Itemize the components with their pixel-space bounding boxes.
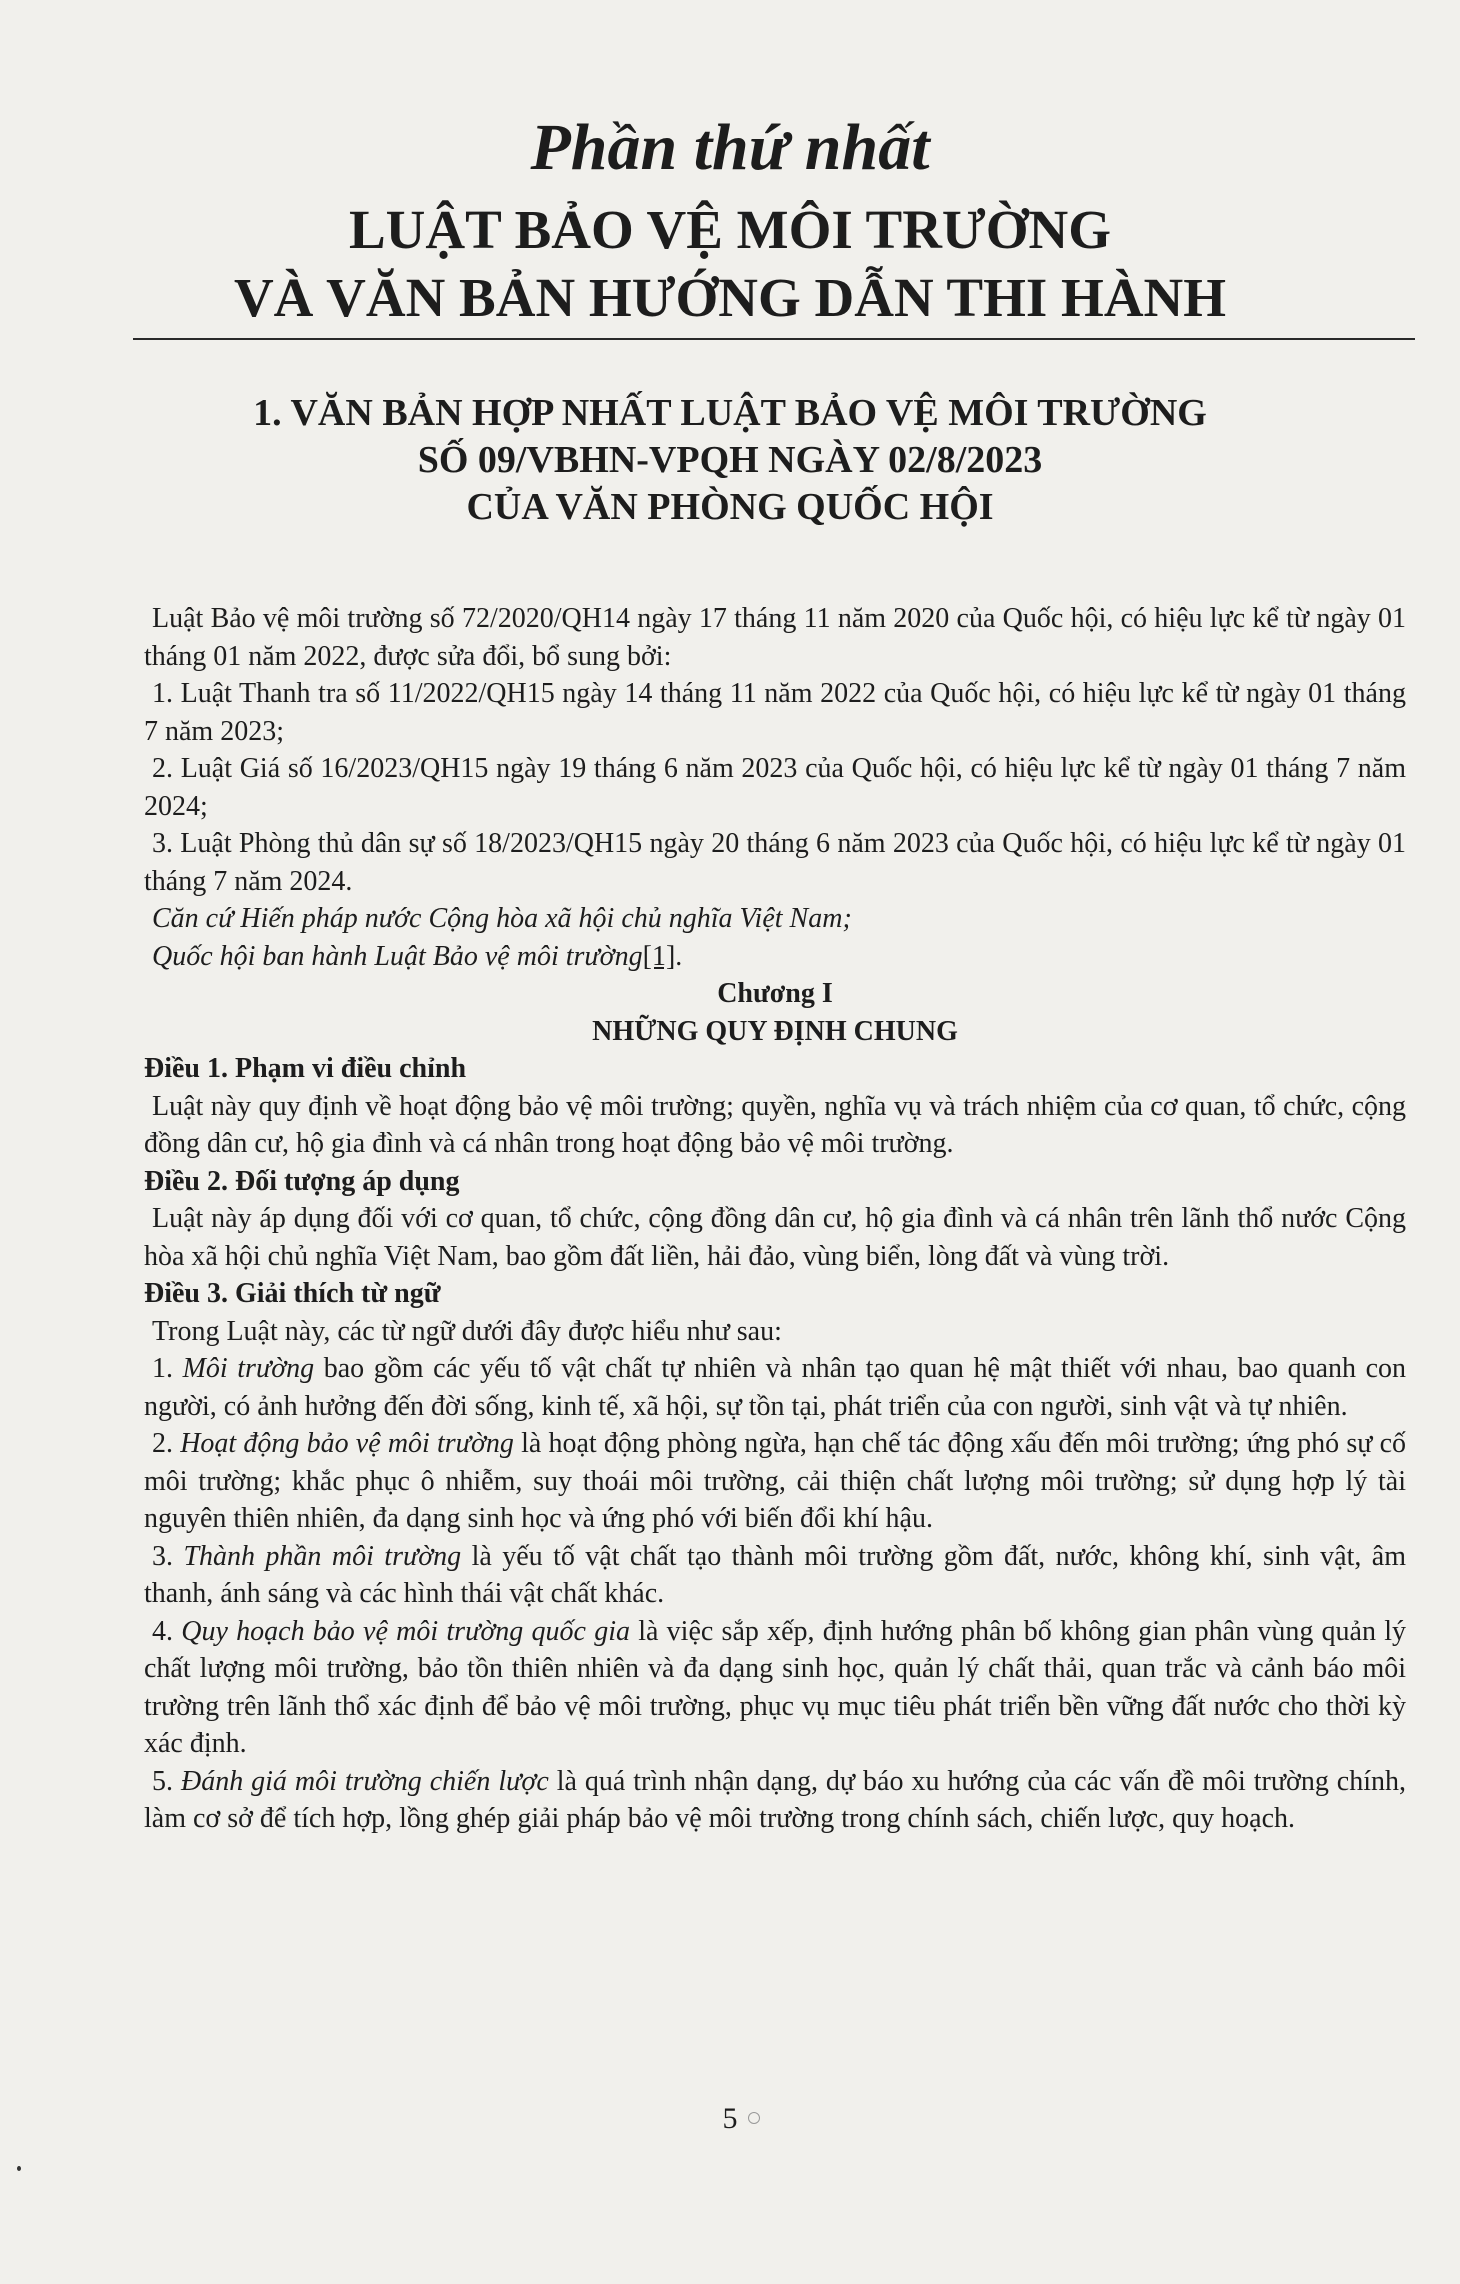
law-title-line-1: LUẬT BẢO VỆ MÔI TRƯỜNG (349, 199, 1111, 260)
definition-text: là yếu tố vật chất tạo thành môi trường gồm đất, nước, không khí, sinh vật, âm thanh, ánh sáng và các hình thái vật chất khác. (144, 1540, 1407, 1609)
law-title (0, 196, 1460, 332)
definition-text: là quá trình nhận dạng, dự báo xu hướng của các vấn đề môi trường chính, làm cơ sở để tích hợp, lồng ghép giải pháp bảo vệ môi trường trong chính sách, chiến lược, quy hoạch. (144, 1765, 1406, 1834)
definition-number: 3. (152, 1540, 184, 1572)
definition-item (144, 1425, 1406, 1538)
intro-paragraph: Luật Bảo vệ môi trường số 72/2020/QH14 ngày 17 tháng 11 năm 2020 của Quốc hội, có hiệu lực kể từ ngày 01 tháng 01 năm 2022, được sửa đổi, bổ sung bởi: (144, 603, 1406, 672)
amendment-item: 2. Luật Giá số 16/2023/QH15 ngày 19 tháng 6 năm 2023 của Quốc hội, có hiệu lực kể từ ngày 01 tháng 7 năm 2024; (144, 753, 1406, 822)
document-title-line-1: 1. VĂN BẢN HỢP NHẤT LUẬT BẢO VỆ MÔI TRƯỜNG (253, 392, 1207, 434)
chapter-name: NHỮNG QUY ĐỊNH CHUNG (592, 1015, 958, 1047)
definition-item (144, 1613, 1406, 1763)
article-text: Trong Luật này, các từ ngữ dưới đây được hiểu như sau: (152, 1315, 782, 1347)
definition-number: 1. (152, 1353, 183, 1384)
page-number: 5 (722, 2102, 738, 2135)
scan-speck (17, 2166, 21, 2171)
definition-text: là việc sắp xếp, định hướng phân bố không gian phân vùng quản lý chất lượng môi trường, bảo tồn thiên nhiên và đa dạng sinh học, quản lý chất thải, quan trắc và cảnh báo môi trường trên lãnh thổ xác định để bảo vệ môi trường, phục vụ mục tiêu phát triển bền vững đất nước cho thời kỳ xác định. (144, 1615, 1407, 1759)
article-heading: Điều 2. Đối tượng áp dụng (144, 1165, 460, 1197)
definition-number: 5. (152, 1765, 181, 1797)
chapter-label: Chương I (717, 978, 833, 1009)
definition-item (144, 1538, 1406, 1613)
amendment-item: 1. Luật Thanh tra số 11/2022/QH15 ngày 14 tháng 11 năm 2022 của Quốc hội, có hiệu lực kể từ ngày 01 tháng 7 năm 2023; (144, 678, 1406, 747)
article-text: Luật này áp dụng đối với cơ quan, tổ chức, cộng đồng dân cư, hộ gia đình và cá nhân trên lãnh thổ nước Cộng hòa xã hội chủ nghĩa Việt Nam, bao gồm đất liền, hải đảo, vùng biển, lòng đất và vùng trời. (144, 1203, 1406, 1272)
article-heading: Điều 1. Phạm vi điều chỉnh (144, 1053, 467, 1084)
enactment-line (144, 938, 1406, 976)
definition-term: Hoạt động bảo vệ môi trường (180, 1428, 514, 1459)
document-title-line-2: SỐ 09/VBHN-VPQH NGÀY 02/8/2023 (417, 439, 1043, 481)
definition-term: Quy hoạch bảo vệ môi trường quốc gia (181, 1615, 630, 1647)
amendment-item: 3. Luật Phòng thủ dân sự số 18/2023/QH15 ngày 20 tháng 6 năm 2023 của Quốc hội, có hiệu lực kể từ ngày 01 tháng 7 năm 2024. (144, 828, 1406, 897)
part-heading: Phần thứ nhất (530, 111, 930, 184)
document-title (0, 390, 1460, 531)
article-text: Luật này quy định về hoạt động bảo vệ môi trường; quyền, nghĩa vụ và trách nhiệm của cơ quan, tổ chức, cộng đồng dân cư, hộ gia đình và cá nhân trong hoạt động bảo vệ môi trường. (144, 1090, 1406, 1159)
enactment-text: Quốc hội ban hành Luật Bảo vệ môi trường (152, 940, 643, 972)
definition-term: Môi trường (182, 1353, 315, 1384)
footnote-link[interactable]: [1] (642, 940, 676, 972)
article-heading: Điều 3. Giải thích từ ngữ (144, 1278, 441, 1309)
definition-number: 2. (152, 1428, 181, 1459)
title-divider (133, 338, 1415, 340)
enactment-end: . (675, 940, 683, 972)
definition-item (144, 1350, 1406, 1425)
definition-term: Đánh giá môi trường chiến lược (180, 1765, 549, 1797)
document-body (144, 600, 1406, 1838)
definition-text: bao gồm các yếu tố vật chất tự nhiên và nhân tạo quan hệ mật thiết với nhau, bao quanh con người, có ảnh hưởng đến đời sống, kinh tế, xã hội, sự tồn tại, phát triển của con người, sinh vật và tự nhiên. (144, 1353, 1407, 1422)
law-title-line-2: VÀ VĂN BẢN HƯỚNG DẪN THI HÀNH (233, 267, 1227, 328)
definition-term: Thành phần môi trường (183, 1540, 462, 1572)
definition-text: là hoạt động phòng ngừa, hạn chế tác động xấu đến môi trường; ứng phó sự cố môi trường; khắc phục ô nhiễm, suy thoái môi trường, cải thiện chất lượng môi trường; sử dụng hợp lý tài nguyên thiên nhiên, đa dạng sinh học và ứng phó với biến đổi khí hậu. (144, 1428, 1407, 1534)
definition-item (144, 1763, 1406, 1838)
definition-number: 4. (152, 1615, 182, 1647)
basis-line: Căn cứ Hiến pháp nước Cộng hòa xã hội chủ nghĩa Việt Nam; (152, 903, 852, 934)
scan-mark-circle (748, 2112, 760, 2124)
document-title-line-3: CỦA VĂN PHÒNG QUỐC HỘI (466, 486, 994, 528)
